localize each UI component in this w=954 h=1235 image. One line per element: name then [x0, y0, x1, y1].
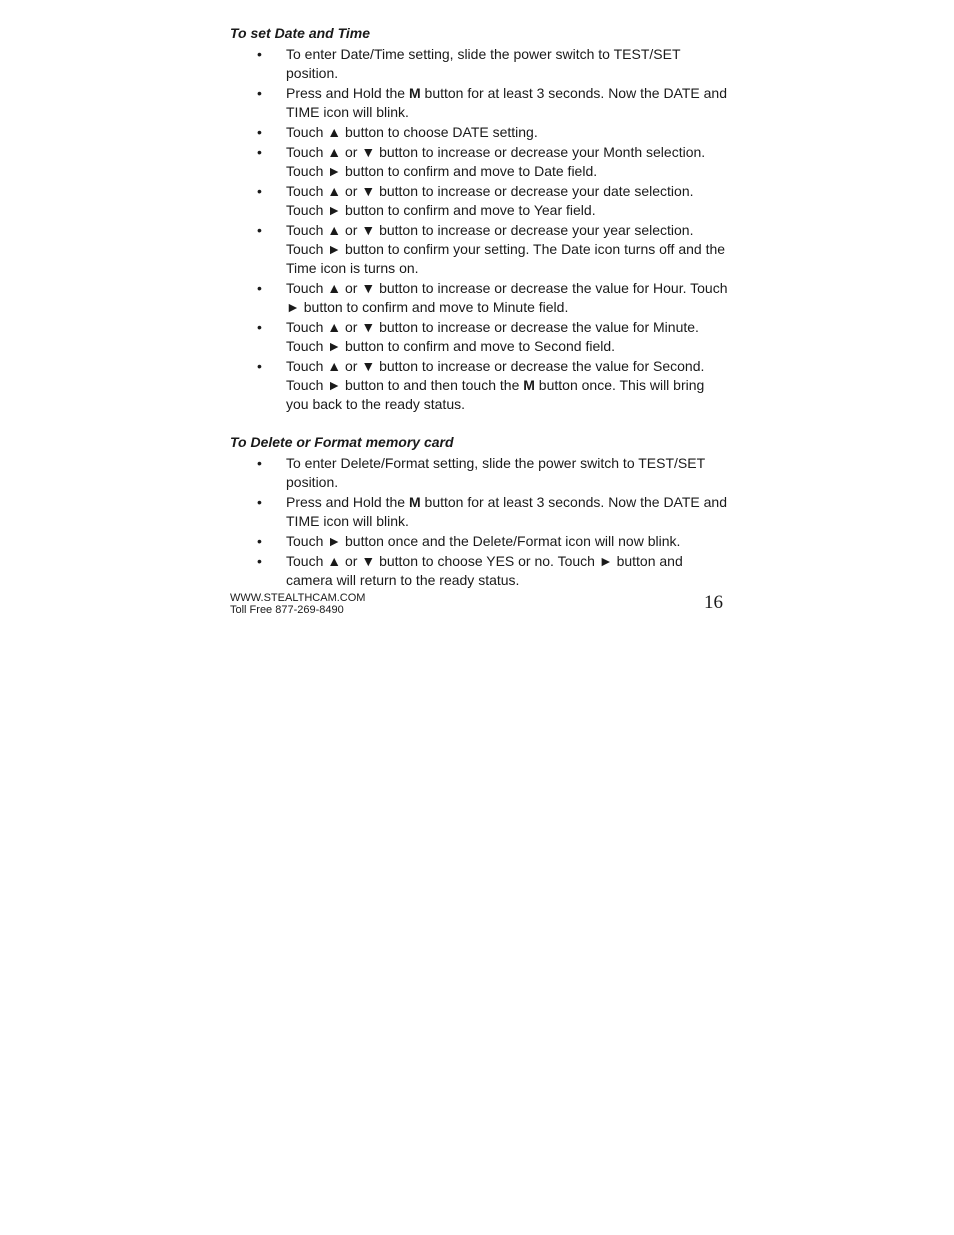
list-item: • Touch ▲ or ▼ button to increase or decrease the value for Second. Touch ► button to and then touch the M button once. This will bring you back to the ready status.	[257, 358, 705, 412]
bold-key-label: M	[523, 377, 535, 393]
list-item: • Touch ▲ button to choose DATE setting.	[257, 124, 538, 140]
section-title: To set Date and Time	[230, 25, 371, 41]
bullet-list	[230, 45, 730, 414]
bullet-dot: •	[257, 46, 262, 62]
bold-key-label: M	[408, 494, 421, 510]
bullet-dot: •	[257, 533, 262, 549]
footer-phone: Toll Free 877-269-8490	[230, 604, 344, 616]
list-item: • Touch ▲ or ▼ button to increase or decrease the value for Minute. Touch ► button to confirm and move to Second field.	[257, 319, 699, 354]
list-item: • Touch ▲ or ▼ button to increase or decrease the value for Hour. Touch ► button to confirm and move to Minute field.	[257, 280, 728, 315]
section-spacer	[230, 415, 730, 433]
bullet-dot: •	[257, 85, 262, 101]
section-date-time	[230, 24, 730, 414]
section-delete-format	[230, 433, 730, 590]
list-item: • Touch ▲ or ▼ button to increase or decrease your year selection. Touch ► button to confirm your setting. The Date icon turns off and the Time icon is turns on.	[257, 222, 726, 276]
document-body	[230, 24, 730, 591]
list-item: • Touch ► button once and the Delete/Format icon will now blink.	[257, 533, 681, 549]
bullet-dot: •	[257, 144, 262, 160]
bullet-dot: •	[257, 124, 262, 140]
list-item: • Press and Hold the M button for at least 3 seconds. Now the DATE and TIME icon will blink.	[257, 85, 727, 120]
bullet-dot: •	[257, 494, 262, 510]
page-number: 16	[704, 592, 723, 613]
section-title: To Delete or Format memory card	[230, 434, 454, 450]
bullet-dot: •	[257, 280, 262, 296]
bullet-dot: •	[257, 358, 262, 374]
list-item: • Press and Hold the M button for at least 3 seconds. Now the DATE and TIME icon will blink.	[257, 494, 727, 529]
list-item: • To enter Date/Time setting, slide the power switch to TEST/SET position.	[257, 46, 681, 81]
bullet-dot: •	[257, 319, 262, 335]
footer-contact	[230, 592, 365, 616]
bullet-dot: •	[257, 553, 262, 569]
list-item: • To enter Delete/Format setting, slide the power switch to TEST/SET position.	[257, 455, 705, 490]
list-item: • Touch ▲ or ▼ button to increase or decrease your date selection. Touch ► button to confirm and move to Year field.	[257, 183, 694, 218]
bullet-dot: •	[257, 222, 262, 238]
list-item: • Touch ▲ or ▼ button to choose YES or no. Touch ► button and camera will return to the ready status.	[257, 553, 683, 588]
list-item: • Touch ▲ or ▼ button to increase or decrease your Month selection. Touch ► button to confirm and move to Date field.	[257, 144, 706, 179]
bullet-dot: •	[257, 455, 262, 471]
bullet-list	[230, 454, 730, 590]
bullet-dot: •	[257, 183, 262, 199]
bold-key-label: M	[408, 85, 421, 101]
footer-website: WWW.STEALTHCAM.COM	[230, 592, 366, 604]
